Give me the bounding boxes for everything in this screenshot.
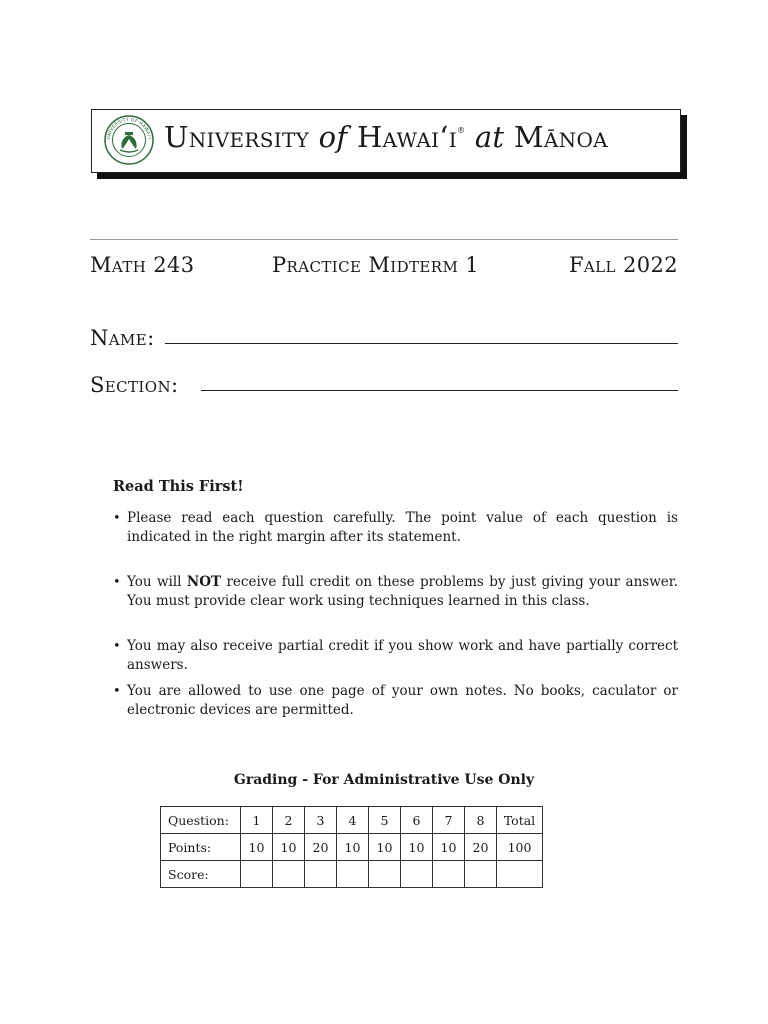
score-total[interactable] bbox=[497, 861, 543, 888]
points-row bbox=[161, 834, 543, 861]
instruction-item: • You may also receive partial credit if you show work and have partially correct answers. bbox=[113, 638, 678, 673]
points-cell: 20 bbox=[305, 834, 337, 861]
score-row bbox=[161, 861, 543, 888]
university-name: University of Hawaiʻi® at Mānoa bbox=[164, 120, 608, 154]
score-cell[interactable] bbox=[401, 861, 433, 888]
score-cell[interactable] bbox=[369, 861, 401, 888]
instructions-heading: Read This First! bbox=[113, 478, 244, 495]
score-cell[interactable] bbox=[465, 861, 497, 888]
points-cell: 10 bbox=[369, 834, 401, 861]
question-number: 8 bbox=[465, 807, 497, 834]
section-label: Section: bbox=[90, 373, 179, 397]
svg-text:UNIVERSITY OF HAWAIʻI: UNIVERSITY OF HAWAIʻI bbox=[106, 117, 152, 141]
name-field[interactable] bbox=[165, 343, 678, 344]
question-number: 2 bbox=[273, 807, 305, 834]
points-cell: 10 bbox=[273, 834, 305, 861]
points-cell: 20 bbox=[465, 834, 497, 861]
header-divider bbox=[90, 239, 678, 240]
bullet-icon: • bbox=[113, 511, 121, 526]
score-cell[interactable] bbox=[305, 861, 337, 888]
university-seal-icon bbox=[104, 115, 154, 165]
question-row bbox=[161, 807, 543, 834]
instruction-item: • You are allowed to use one page of your own notes. No books, caculator or electronic devices are permitted. bbox=[113, 683, 678, 718]
points-cell: 10 bbox=[241, 834, 273, 861]
question-number: 7 bbox=[433, 807, 465, 834]
bullet-icon: • bbox=[113, 684, 121, 699]
points-cell: 10 bbox=[401, 834, 433, 861]
score-cell[interactable] bbox=[337, 861, 369, 888]
bullet-icon: • bbox=[113, 639, 121, 654]
grading-table bbox=[160, 806, 543, 888]
score-cell[interactable] bbox=[241, 861, 273, 888]
exam-title: Practice Midterm 1 bbox=[272, 253, 480, 277]
question-number: 5 bbox=[369, 807, 401, 834]
points-cell: 10 bbox=[433, 834, 465, 861]
points-cell: 10 bbox=[337, 834, 369, 861]
row-label: Score: bbox=[161, 861, 241, 888]
question-number: 1 bbox=[241, 807, 273, 834]
question-number: 4 bbox=[337, 807, 369, 834]
question-number: 6 bbox=[401, 807, 433, 834]
question-number: 3 bbox=[305, 807, 337, 834]
instruction-item: • You will NOT receive full credit on these problems by just giving your answer. You must provide clear work using techniques learned in this class. bbox=[113, 574, 679, 609]
bullet-icon: • bbox=[113, 575, 121, 590]
section-field[interactable] bbox=[201, 390, 678, 391]
name-label: Name: bbox=[90, 326, 155, 350]
points-total: 100 bbox=[497, 834, 543, 861]
row-label: Points: bbox=[161, 834, 241, 861]
grading-title: Grading - For Administrative Use Only bbox=[233, 772, 535, 788]
score-cell[interactable] bbox=[433, 861, 465, 888]
exam-term: Fall 2022 bbox=[568, 253, 678, 277]
score-cell[interactable] bbox=[273, 861, 305, 888]
total-header: Total bbox=[497, 807, 543, 834]
instruction-item: • Please read each question carefully. The point value of each question is indicated in the right margin after its statement. bbox=[113, 510, 678, 545]
course-name: Math 243 bbox=[90, 253, 195, 277]
row-label: Question: bbox=[161, 807, 241, 834]
university-banner bbox=[91, 109, 681, 173]
